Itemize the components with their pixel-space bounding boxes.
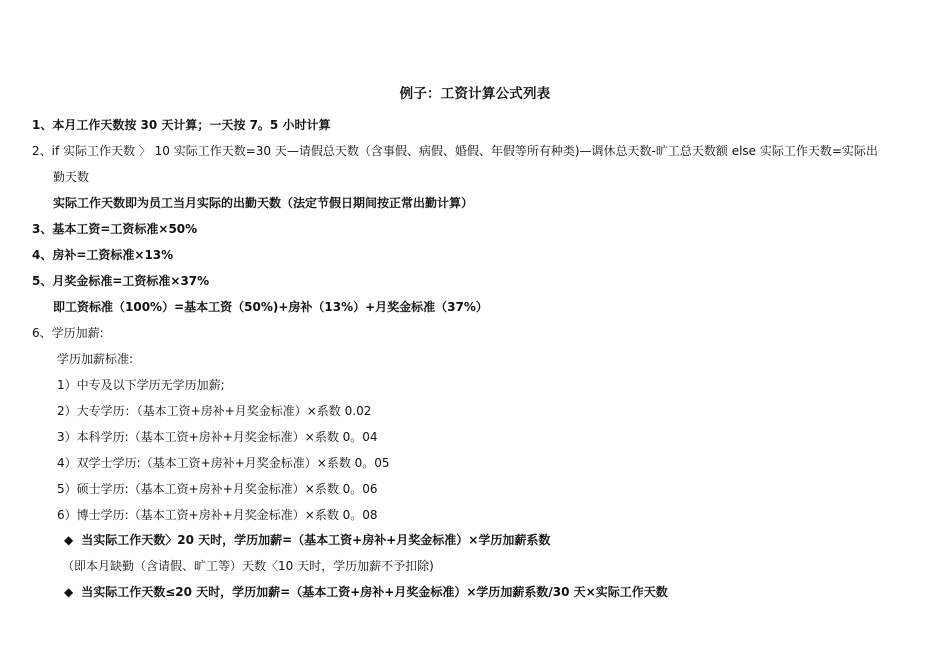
rule-2-continuation: 勤天数 (53, 170, 90, 184)
bullet-under-20-days (64, 584, 668, 600)
rule-2-actual-days: 2、if 实际工作天数 〉 10 实际工作天数=30 天—请假总天数（含事假、病假、婚假、年假等所有种类)—调休总天数-旷工总天数额 else 实际工作天数=实际出 (32, 144, 878, 158)
rule-1-workdays: 1、本月工作天数按 30 天计算；一天按 7。5 小时计算 (32, 118, 331, 132)
education-item-6: 6）博士学历:（基本工资+房补+月奖金标准）×系数 0。08 (57, 508, 378, 522)
bullet-over-20-text: 当实际工作天数〉20 天时，学历加薪=（基本工资+房补+月奖金标准）×学历加薪系数 (81, 533, 551, 547)
rule-5-summary: 即工资标准（100%）=基本工资（50%)+房补（13%）+月奖金标准（37%） (53, 300, 488, 314)
rule-4-housing: 4、房补=工资标准×13% (32, 248, 174, 262)
bullet-over-20-days (64, 532, 550, 548)
diamond-bullet-icon: ◆ (64, 533, 74, 547)
education-item-5: 5）硕士学历:（基本工资+房补+月奖金标准）×系数 0。06 (57, 482, 378, 496)
education-item-1: 1）中专及以下学历无学历加薪; (57, 378, 225, 392)
diamond-bullet-icon: ◆ (64, 585, 74, 599)
rule-6-standard-heading: 学历加薪标准: (57, 352, 134, 366)
rule-5-bonus: 5、月奖金标准=工资标准×37% (32, 274, 210, 288)
rule-6-education: 6、学历加薪: (32, 326, 104, 340)
education-item-2: 2）大专学历：（基本工资+房补+月奖金标准）×系数 0.02 (57, 404, 372, 418)
education-item-4: 4）双学士学历:（基本工资+房补+月奖金标准）×系数 0。05 (57, 456, 390, 470)
education-item-3: 3）本科学历:（基本工资+房补+月奖金标准）×系数 0。04 (57, 430, 378, 444)
bullet-over-20-note: （即本月缺勤（含请假、旷工等）天数〈10 天时，学历加薪不予扣除) (62, 559, 434, 573)
page-title: 例子：工资计算公式列表 (399, 86, 551, 102)
rule-2-note: 实际工作天数即为员工当月实际的出勤天数（法定节假日期间按正常出勤计算） (53, 196, 474, 210)
bullet-under-20-text: 当实际工作天数≤20 天时，学历加薪=（基本工资+房补+月奖金标准）×学历加薪系数/30 天×实际工作天数 (81, 585, 668, 599)
rule-3-base-salary: 3、基本工资=工资标准×50% (32, 222, 198, 236)
